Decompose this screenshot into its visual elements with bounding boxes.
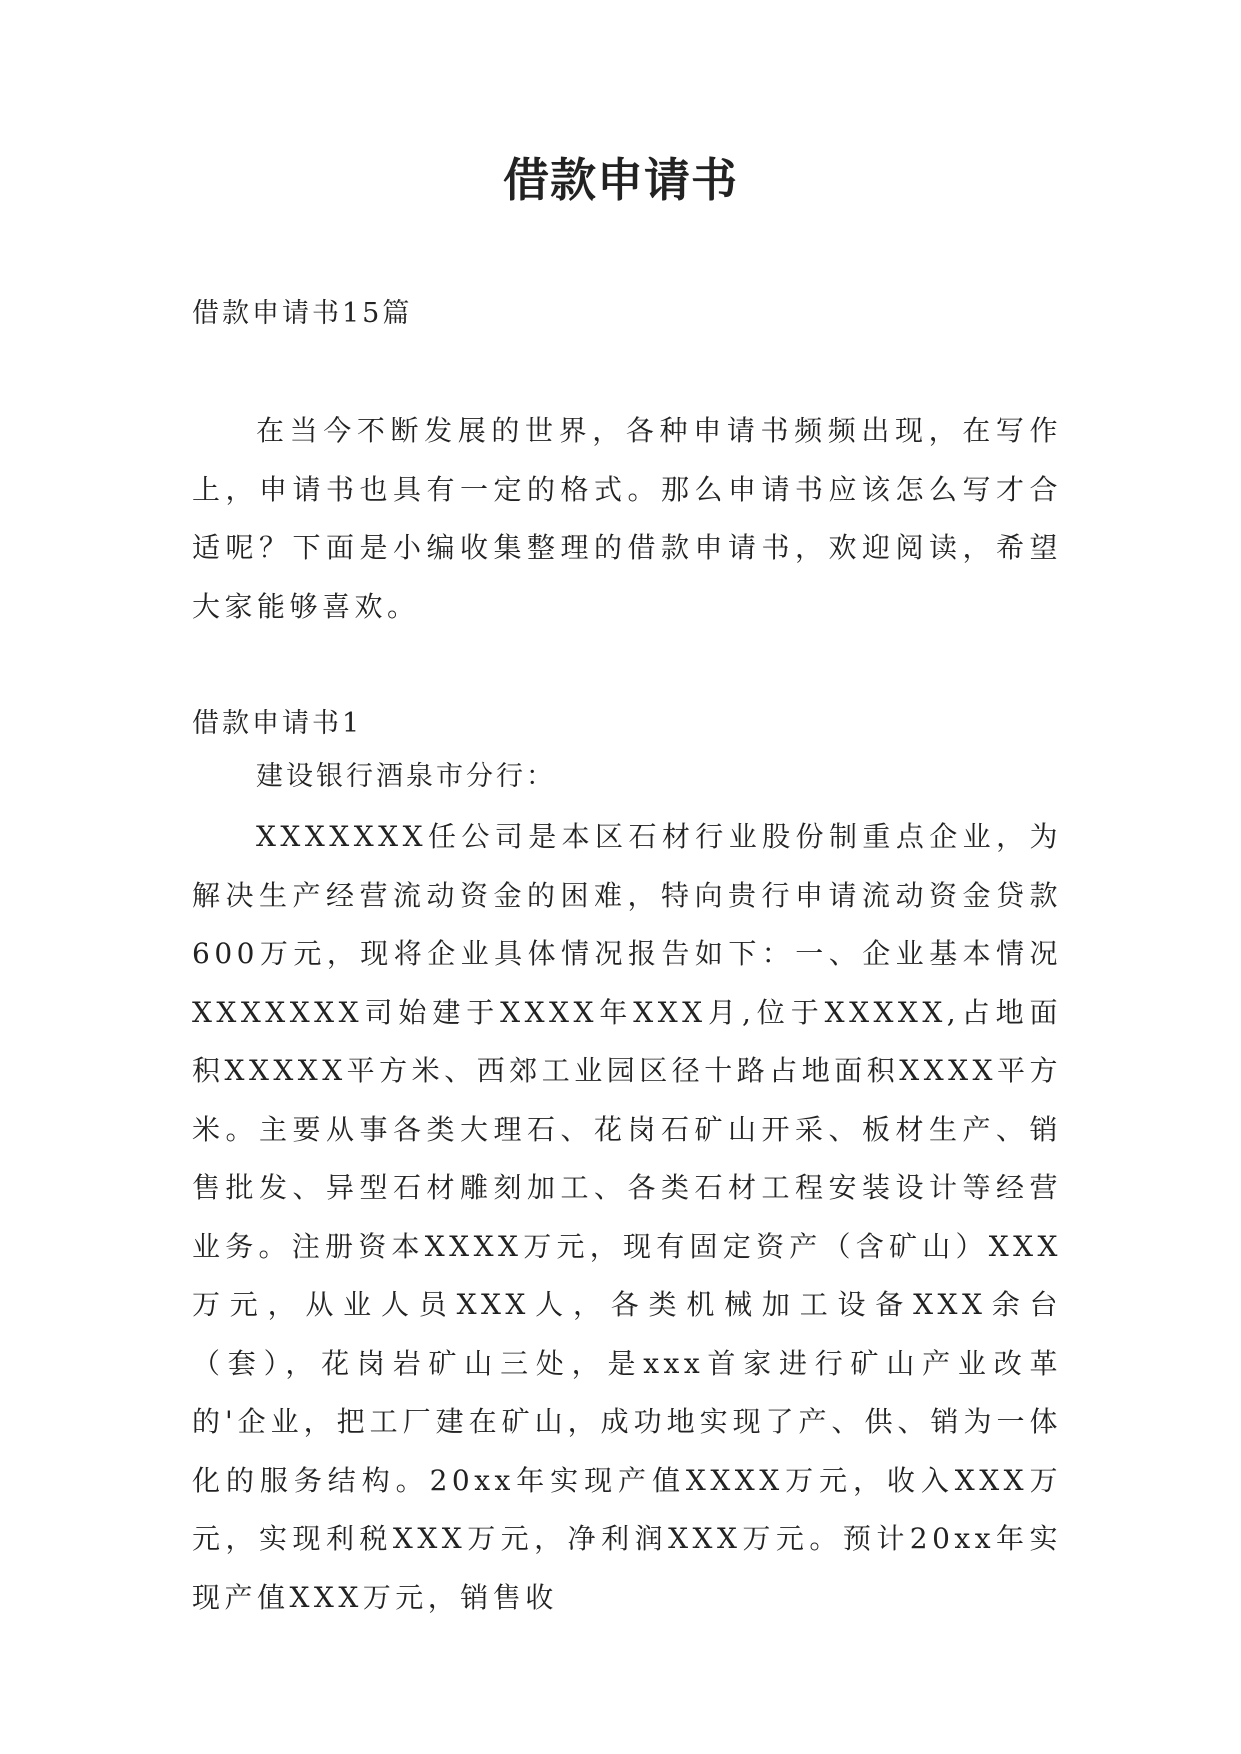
document-title: 借款申请书 xyxy=(503,153,738,207)
salutation: 建设银行酒泉市分行： xyxy=(256,761,556,792)
document-subtitle: 借款申请书15篇 xyxy=(192,298,413,329)
intro-paragraph: 在当今不断发展的世界，各种申请书频频出现，在写作上，申请书也具有一定的格式。那么申请书应该怎么写才合适呢？下面是小编收集整理的借款申请书，欢迎阅读，希望大家能够喜欢。 xyxy=(192,414,1062,623)
body-paragraph: XXXXXXX任公司是本区石材行业股份制重点企业，为解决生产经营流动资金的困难，特向贵行申请流动资金贷款600万元，现将企业具体情况报告如下：一、企业基本情况XXXXXXX司始建于XXXX年XXX月,位于XXXXX,占地面积XXXXX平方米、西郊工业园区径十路占地面积XXXX平方米。主要从事各类大理石、花岗石矿山开采、板材生产、销售批发、异型石材雕刻加工、各类石材工程安装设计等经营业务。注册资本XXXX万元，现有固定资产（含矿山）XXX万元，从业人员XXX人，各类机械加工设备XXX余台（套），花岗岩矿山三处，是xxx首家进行矿山产业改革的'企业，把工厂建在矿山，成功地实现了产、供、销为一体化的服务结构。20xx年实现产值XXXX万元，收入XXX万元，实现利税XXX万元，净利润XXX万元。预计20xx年实现产值XXX万元，销售收 xyxy=(192,820,1062,1614)
section-heading: 借款申请书1 xyxy=(192,708,363,739)
